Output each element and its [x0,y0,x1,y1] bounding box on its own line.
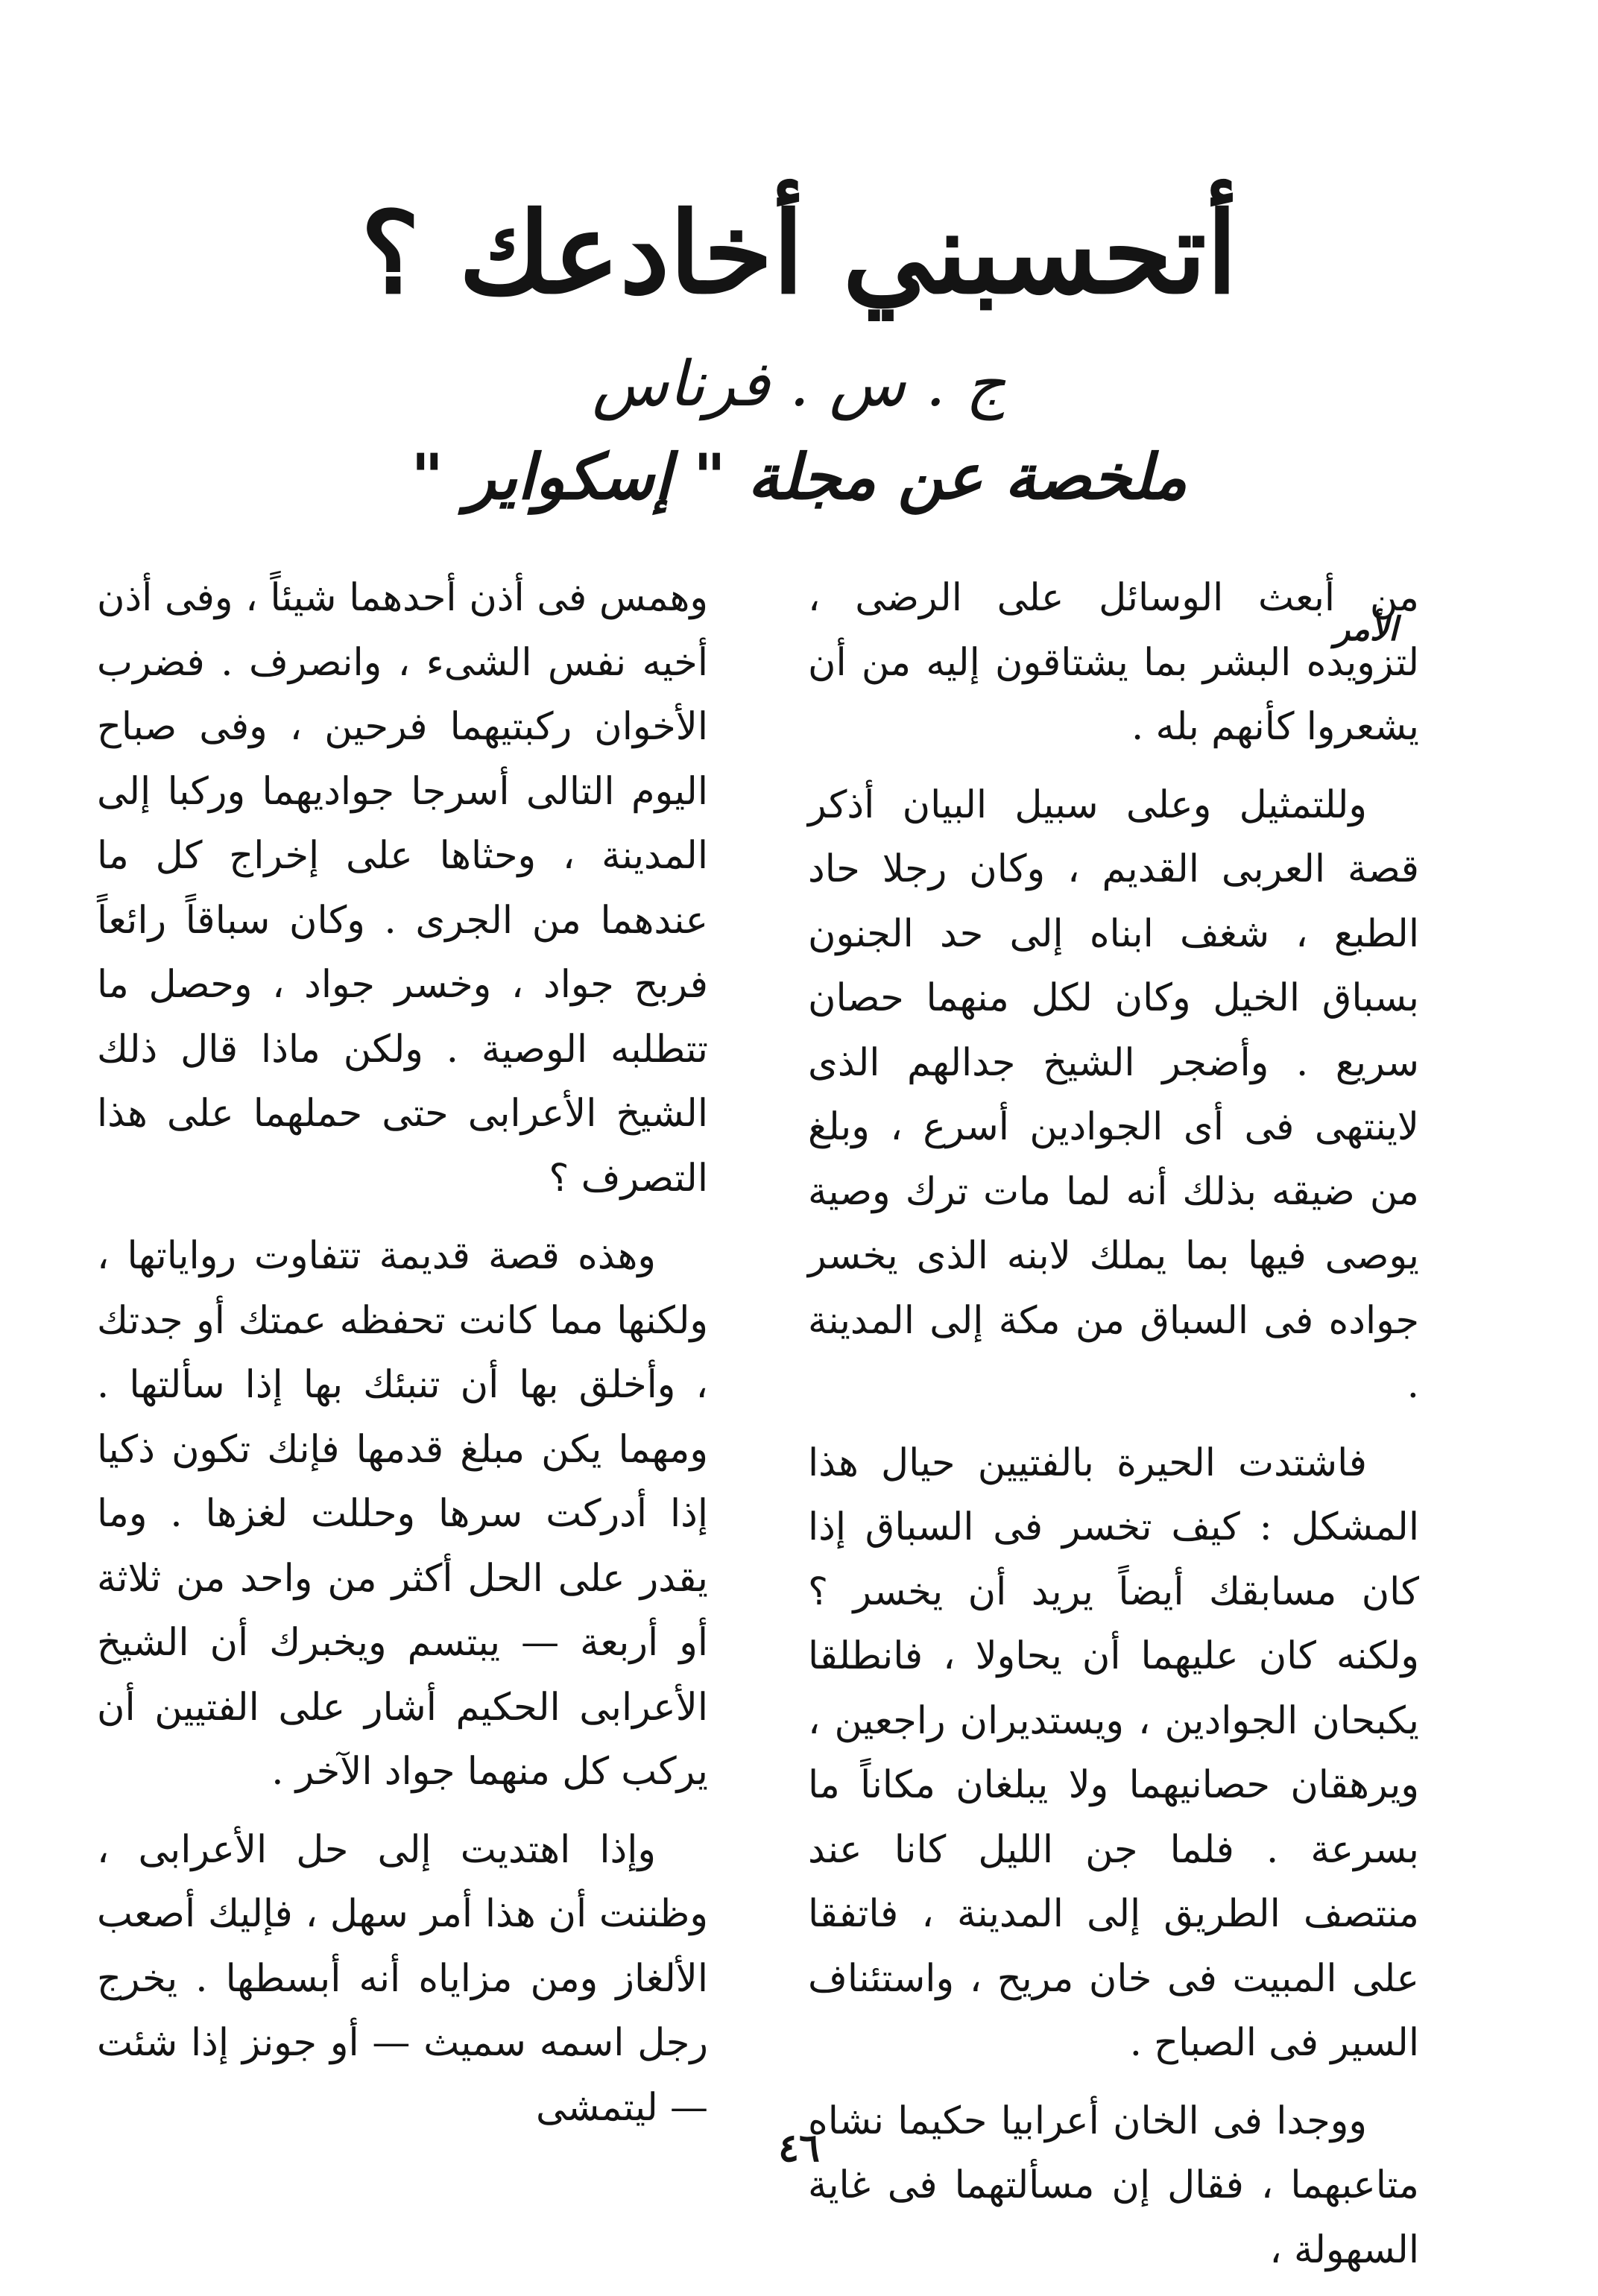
paragraph: وهذه قصة قديمة تتفاوت رواياتها ، ولكنها مما كانت تحفظه عمتك أو جدتك ، وأخلق بها أن تنبئك بها إذا سألتها . ومهما يكن مبلغ قدمها فإنك تكون ذكيا إذا أدركت سرها وحللت لغزها . وما يقدر على الحل أكثر من واحد من ثلاثة أو أربعة — يبتسم ويخبرك أن الشيخ الأعرابى الحكيم أشار على الفتيين أن يركب كل منهما جواد الآخر . [97,1234,708,1794]
column-right [808,566,1419,2296]
paragraph: وهمس فى أذن أحدهما شيئاً ، وفى أذن أخيه نفس الشىء ، وانصرف . فضرب الأخوان ركبتيهما فرحين ، وفى صباح اليوم التالى أسرجا جواديهما وركبا إلى المدينة ، وحثاها على إخراج كل ما عندهما من الجرى . وكان سباقاً رائعاً فربح جواد ، وخسر جواد ، وحصل ما تتطلبه الوصية . ولكن ماذا قال ذلك الشيخ الأعرابى حتى حملهما على هذا التصرف ؟ [97,576,708,1201]
paragraph: فاشتدت الحيرة بالفتيين حيال هذا المشكل : كيف تخسر فى السباق إذا كان مسابقك أيضاً يريد أن يخسر ؟ ولكنه كان عليهما أن يحاولا ، فانطلقا يكبحان الجوادين ، ويستديران راجعين ، ويرهقان حصانيهما ولا يبلغان مكاناً ما بسرعة . فلما جن الليل كانا عند منتصف الطريق إلى المدينة ، فاتفقا على المبيت فى خان مريح ، واستئناف السير فى الصباح . [808,1440,1419,2065]
margin-note: الأمر [1334,610,1398,648]
paragraph: وللتمثيل وعلى سبيل البيان أذكر قصة العربى القديم ، وكان رجلا حاد الطبع ، شغف ابناه إلى حد الجنون بسباق الخيل وكان لكل منهما حصان سريع . وأضجر الشيخ جدالهم الذى لاينتهى فى أى الجوادين أسرع ، وبلغ من ضيقه بذلك أنه لما مات ترك وصية يوصى فيها بما يملك لابنه الذى يخسر جواده فى السباق من مكة إلى المدينة . [808,782,1419,1407]
column-left [97,566,708,2154]
paragraph: وإذا اهتديت إلى حل الأعرابى ، وظننت أن هذا أمر سهل ، فإليك أصعب الألغاز ومن مزاياه أنه أبسطها . يخرج رجل اسمه سميث — أو جونز إذا شئت — ليتمشى [97,1827,708,2130]
article-source: ملخصة عن مجلة " إسكواير " [411,440,1187,513]
article-title: أتحسبني أخادعك ؟ [360,188,1238,319]
article-author: ج . س . فرناس [592,347,1006,420]
paragraph: من أبعث الوسائل على الرضى ، لتزويده البشر بما يشتاقون إليه من أن يشعروا كأنهم بله . [808,576,1419,749]
paragraph: ووجدا فى الخان أعرابيا حكيما نشاه متاعبهما ، فقال إن مسألتهما فى غاية السهولة ، [808,2099,1419,2272]
page-number: ٤٦ [778,2125,820,2171]
